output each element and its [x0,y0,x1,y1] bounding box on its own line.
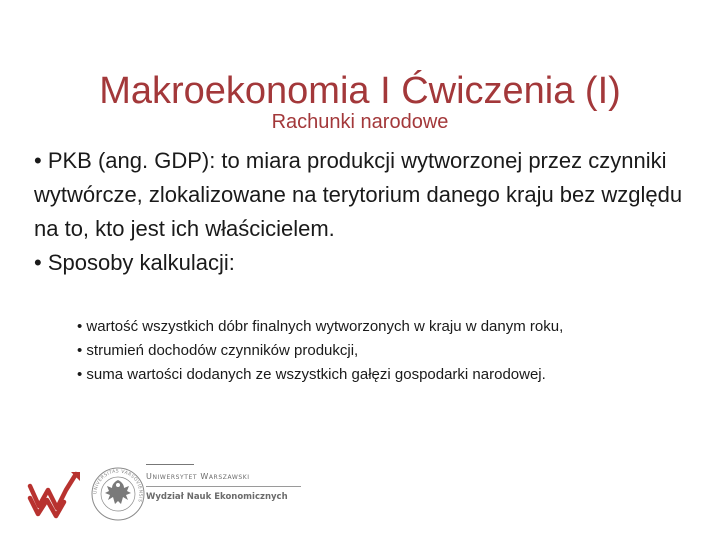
body-paragraph-calculation-methods: • Sposoby kalkulacji: [34,250,235,275]
university-wordmark [146,464,316,524]
slide-title: Makroekonomia I Ćwiczenia (I) [99,70,621,113]
uw-seal-icon [90,466,146,522]
svg-text:UNIVERSITAS VARSOVIENSIS: UNIVERSITAS VARSOVIENSIS [93,469,143,503]
wordmark-divider [146,486,301,487]
body-paragraph-gdp-definition: • PKB (ang. GDP): to miara produkcji wytworzonej przez czynniki wytwórcze, zlokalizowane na terytorium danego kraju bez względu na to, kto jest ich właścicielem. [34,148,683,241]
footer-logos [26,462,326,528]
list-item: • wartość wszystkich dóbr finalnych wytworzonych w kraju w danym roku, [77,318,564,335]
university-name: Uniwersytet Warszawski [146,472,250,481]
slide-subtitle: Rachunki narodowe [271,111,449,133]
list-item: • suma wartości dodanych ze wszystkich gałęzi gospodarki narodowej. [77,366,546,383]
faculty-name: Wydział Nauk Ekonomicznych [146,492,288,502]
wne-logo-icon [26,470,82,520]
slide-body [34,144,694,280]
list-item: • strumień dochodów czynników produkcji, [77,342,359,359]
wordmark-top-rule [146,464,194,465]
calculation-methods-list [77,315,707,387]
